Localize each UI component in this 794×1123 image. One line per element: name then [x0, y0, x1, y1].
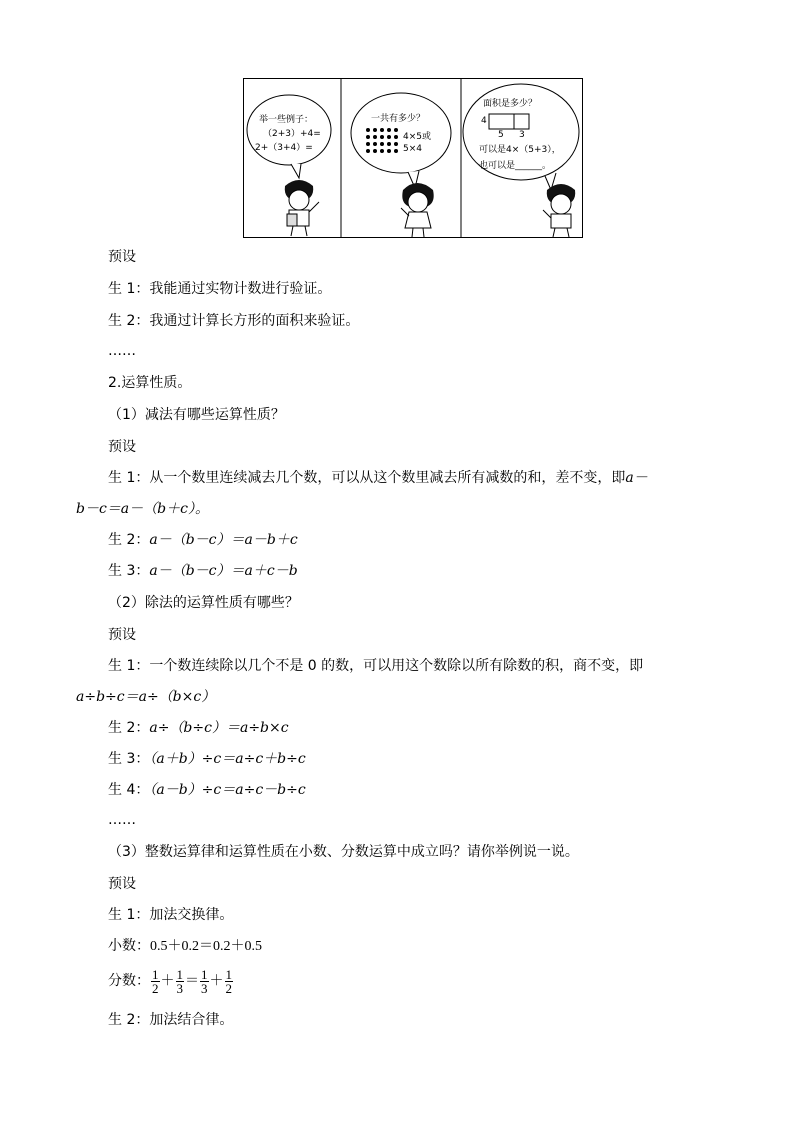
section-heading: 2.运算性质。 — [108, 375, 192, 391]
student-1-commutative: 生 1：加法交换律。 — [108, 907, 234, 923]
ellipsis-2: …… — [108, 812, 136, 828]
question-3: （3）整数运算律和运算性质在小数、分数运算中成立吗？请你举例说一说。 — [108, 844, 579, 860]
panel3-w2: 3 — [519, 130, 525, 140]
panel1-text-3: 2+（3+4）= — [255, 143, 313, 153]
question-1: （1）减法有哪些运算性质？ — [108, 407, 285, 423]
fraction-1: $\frac{1}{2}$ — [152, 966, 159, 996]
yushe-label-2: 预设 — [108, 439, 136, 455]
panel3-w1: 5 — [498, 130, 504, 140]
subtraction-rule-line2: b－c＝a－（b＋c）。 — [76, 501, 209, 517]
division-rule-line1: 生 1：一个数连续除以几个不是 0 的数，可以用这个数除以所有除数的积，商不变，即 — [108, 658, 644, 674]
panel1-text-1: 举一些例子： — [259, 115, 314, 125]
division-rule-line2: a÷b÷c＝a÷（b×c） — [76, 689, 216, 705]
student-2-answer: 生 2：我通过计算长方形的面积来验证。 — [108, 313, 360, 329]
panel2-note-2: 5×4 — [403, 144, 422, 154]
fraction-4: $\frac{1}{2}$ — [225, 966, 232, 996]
panel3-text-3: 也可以是______。 — [479, 161, 552, 171]
decimal-example: 小数：0.5＋0.2＝0.2＋0.5 — [108, 938, 262, 954]
student-3-subtraction: 生 3：a－（b－c）＝a＋c－b — [108, 563, 298, 579]
panel3-text-2: 可以是4×（5+3）， — [479, 145, 561, 155]
yushe-label-4: 预设 — [108, 876, 136, 892]
yushe-label-3: 预设 — [108, 627, 136, 643]
panel1-text-2: （2+3）+4= — [263, 129, 321, 139]
panel3-side: 4 — [481, 116, 487, 126]
student-3-division: 生 3：（a＋b）÷c＝a÷c＋b÷c — [108, 751, 306, 767]
student-1-answer: 生 1：我能通过实物计数进行验证。 — [108, 281, 332, 297]
panel2-text-1: 一共有多少？ — [371, 114, 426, 124]
ellipsis: …… — [108, 343, 136, 359]
subtraction-rule-line1 — [108, 468, 648, 488]
panel3-text-1: 面积是多少？ — [483, 99, 538, 109]
student-2-associative: 生 2：加法结合律。 — [108, 1012, 234, 1028]
student-2-subtraction: 生 2：a－（b－c）＝a－b＋c — [108, 532, 298, 548]
question-2: （2）除法的运算性质有哪些？ — [108, 595, 299, 611]
student-2-division: 生 2：a÷（b÷c）＝a÷b×c — [108, 720, 289, 736]
panel2-note-1: 4×5或 — [403, 132, 431, 142]
subtraction-rule-text: 生 1：从一个数里连续减去几个数，可以从这个数里减去所有减数的和，差不变，即 — [108, 470, 626, 486]
fraction-2: $\frac{1}{3}$ — [176, 966, 183, 996]
subtraction-rule-tail: a－ — [625, 470, 648, 486]
comic-strip — [243, 78, 583, 238]
fraction-example: 分数： $\frac{1}{2}$ ＋ $\frac{1}{3}$ ＝ $\frac{1}{3}$ ＋ $\frac{1}{2}$ — [108, 966, 232, 996]
fraction-3: $\frac{1}{3}$ — [201, 966, 208, 996]
student-4-division: 生 4：（a－b）÷c＝a÷c－b÷c — [108, 782, 306, 798]
yushe-label: 预设 — [108, 249, 136, 265]
